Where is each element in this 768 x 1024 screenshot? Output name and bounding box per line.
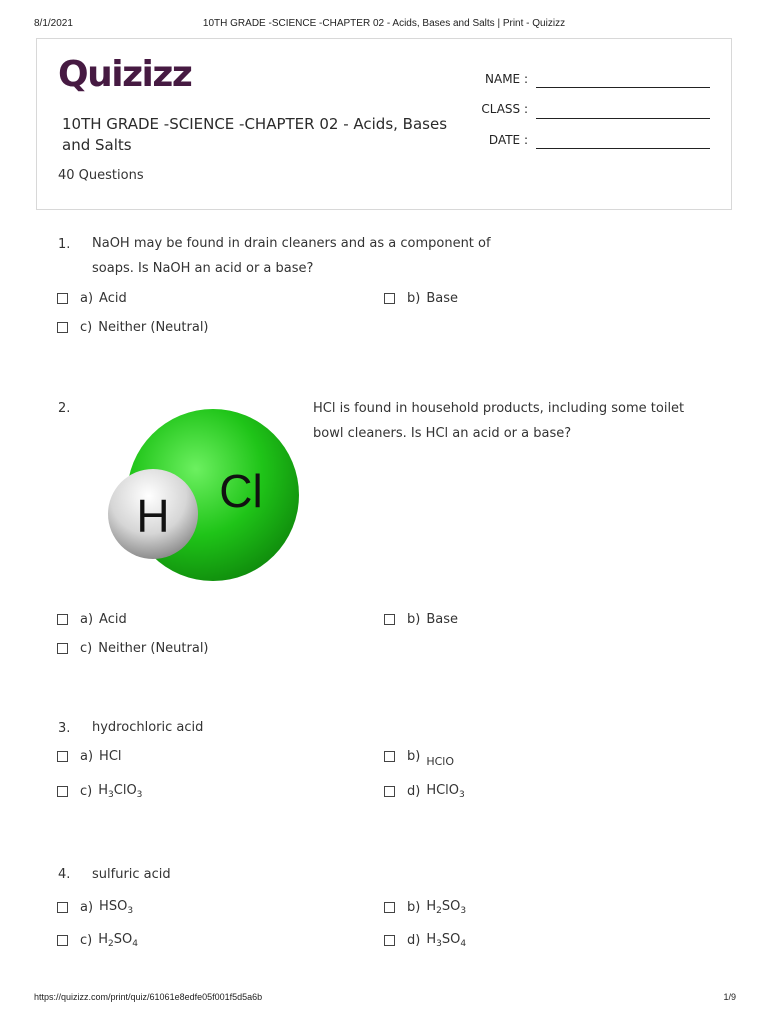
formula: $H_2SO_4$ bbox=[98, 932, 138, 949]
name-field[interactable] bbox=[536, 87, 710, 88]
date-label: DATE : bbox=[488, 133, 528, 147]
option-b[interactable]: b) Base bbox=[384, 612, 458, 627]
question-text: hydrochloric acid bbox=[92, 720, 204, 735]
option-c[interactable]: c) Neither (Neutral) bbox=[57, 320, 209, 335]
hydrogen-symbol: H bbox=[136, 490, 170, 542]
option-c[interactable]: c) $H_2SO_4$ bbox=[57, 932, 138, 949]
checkbox[interactable] bbox=[57, 614, 68, 625]
option-c[interactable]: c) Neither (Neutral) bbox=[57, 641, 209, 656]
checkbox[interactable] bbox=[384, 751, 395, 762]
option-d[interactable]: d) $H_3SO_4$ bbox=[384, 932, 466, 949]
checkbox[interactable] bbox=[57, 902, 68, 913]
page-number: 1/9 bbox=[723, 992, 736, 1002]
formula: $H_3SO_4$ bbox=[426, 932, 467, 949]
option-a[interactable]: a) Acid bbox=[57, 291, 127, 306]
question-count: 40 Questions bbox=[58, 168, 144, 183]
question-text: sulfuric acid bbox=[92, 867, 171, 882]
hcl-molecule-image bbox=[104, 404, 304, 590]
checkbox[interactable] bbox=[57, 293, 68, 304]
name-label: NAME : bbox=[485, 72, 528, 86]
date-field[interactable] bbox=[536, 148, 710, 149]
checkbox[interactable] bbox=[57, 786, 68, 797]
quiz-title: 10TH GRADE -SCIENCE -CHAPTER 02 - Acids, Bases and Salts bbox=[62, 115, 448, 154]
print-title: 10TH GRADE -SCIENCE -CHAPTER 02 - Acids, Bases and Salts | Print - Quizizz bbox=[202, 18, 566, 29]
chlorine-symbol: Cl bbox=[219, 465, 263, 517]
checkbox[interactable] bbox=[57, 751, 68, 762]
option-a[interactable]: a) Acid bbox=[57, 612, 127, 627]
question-number: 2. bbox=[58, 401, 71, 416]
question-number: 4. bbox=[58, 867, 71, 882]
quizizz-logo: Quizizz bbox=[58, 54, 192, 95]
formula: HClO$_3$ bbox=[426, 783, 465, 800]
option-b[interactable]: b) Base bbox=[384, 291, 458, 306]
question-number: 1. bbox=[58, 237, 71, 252]
checkbox[interactable] bbox=[384, 614, 395, 625]
option-d[interactable]: d) HClO$_3$ bbox=[384, 783, 465, 800]
question-number: 3. bbox=[58, 721, 71, 736]
option-b[interactable]: b) $H_2SO_3$ bbox=[384, 899, 466, 916]
formula: $H_3ClO_3$ bbox=[98, 783, 143, 800]
checkbox[interactable] bbox=[57, 935, 68, 946]
print-date: 8/1/2021 bbox=[34, 18, 73, 29]
checkbox[interactable] bbox=[57, 322, 68, 333]
checkbox[interactable] bbox=[384, 902, 395, 913]
print-url: https://quizizz.com/print/quiz/61061e8edfe05f001f5d5a6b bbox=[34, 992, 263, 1002]
option-a[interactable]: a) $HSO_3$ bbox=[57, 899, 133, 916]
checkbox[interactable] bbox=[384, 786, 395, 797]
class-field[interactable] bbox=[536, 118, 710, 119]
checkbox[interactable] bbox=[384, 935, 395, 946]
question-text: HCl is found in household products, including some toilet bowl cleaners. Is HCl an acid or a base? bbox=[313, 401, 685, 441]
checkbox[interactable] bbox=[384, 293, 395, 304]
option-a[interactable]: a) HCl bbox=[57, 749, 122, 764]
formula: $HSO_3$ bbox=[99, 899, 134, 916]
class-label: CLASS : bbox=[481, 102, 528, 116]
option-c[interactable]: c) $H_3ClO_3$ bbox=[57, 783, 142, 800]
checkbox[interactable] bbox=[57, 643, 68, 654]
question-text: NaOH may be found in drain cleaners and as a component of soaps. Is NaOH an acid or a base? bbox=[92, 236, 491, 276]
option-b[interactable]: b) HClO bbox=[384, 749, 454, 764]
formula: $H_2SO_3$ bbox=[426, 899, 467, 916]
